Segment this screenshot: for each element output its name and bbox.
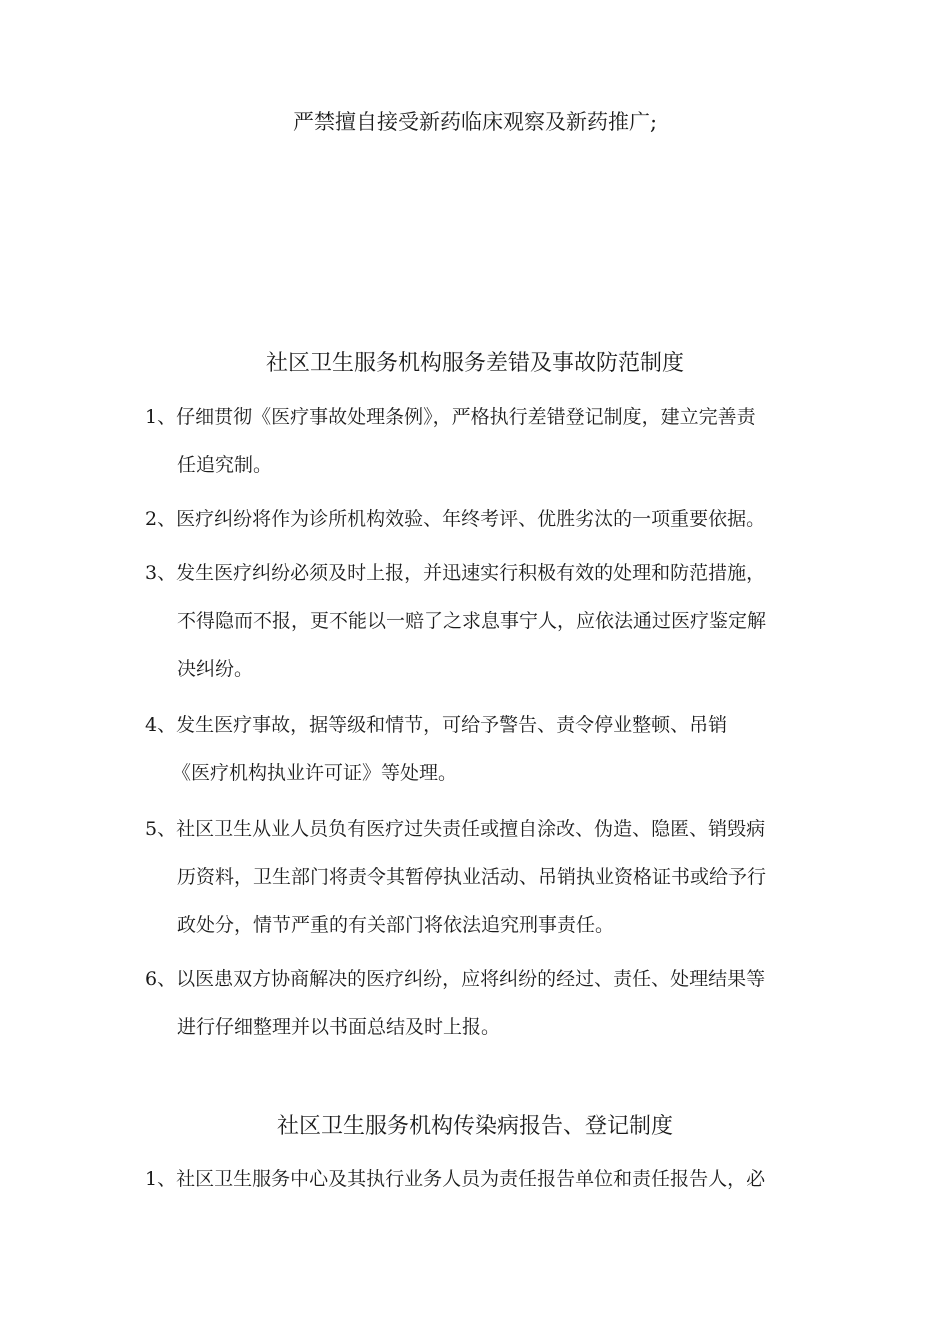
section-title: 社区卫生服务机构服务差错及事故防范制度 bbox=[265, 351, 684, 376]
list-item-5 bbox=[145, 817, 765, 841]
item-line: 历资料，卫生部门将责令其暂停执业活动、吊销执业资格证书或给予行 bbox=[177, 866, 767, 888]
list-item-2 bbox=[145, 507, 765, 531]
item-number: 2、 bbox=[145, 508, 177, 530]
item-line: 决纠纷。 bbox=[177, 658, 254, 680]
item-line: 进行仔细整理并以书面总结及时上报。 bbox=[177, 1016, 501, 1038]
item-line: 《医疗机构执业许可证》等处理。 bbox=[172, 762, 458, 784]
item-number: 1、 bbox=[145, 406, 177, 428]
list-item-1 bbox=[145, 1167, 765, 1191]
item-number: 3、 bbox=[145, 562, 177, 584]
item-line: 政处分，情节严重的有关部门将依法追究刑事责任。 bbox=[177, 914, 615, 936]
item-number: 1、 bbox=[145, 1168, 177, 1190]
item-number: 4、 bbox=[145, 714, 177, 736]
item-line: 不得隐而不报，更不能以一赔了之求息事宁人，应依法通过医疗鉴定解 bbox=[177, 610, 767, 632]
item-line: 社区卫生从业人员负有医疗过失责任或擅自涂改、伪造、隐匿、销毁病 bbox=[176, 818, 766, 840]
item-number: 5、 bbox=[145, 818, 177, 840]
item-line: 发生医疗纠纷必须及时上报，并迅速实行积极有效的处理和防范措施， bbox=[176, 562, 766, 584]
item-number: 6、 bbox=[145, 968, 177, 990]
item-line: 任追究制。 bbox=[177, 454, 273, 476]
intro-line: 严禁擅自接受新药临床观察及新药推广; bbox=[292, 110, 658, 134]
item-line: 社区卫生服务中心及其执行业务人员为责任报告单位和责任报告人，必 bbox=[176, 1168, 766, 1190]
item-line: 医疗纠纷将作为诊所机构效验、年终考评、优胜劣汰的一项重要依据。 bbox=[176, 508, 766, 530]
list-item-1 bbox=[145, 405, 817, 429]
item-line: 仔细贯彻《医疗事故处理条例》，严格执行差错登记制度，建立完善责 bbox=[176, 406, 756, 428]
list-item-4 bbox=[145, 713, 727, 737]
item-line: 以医患双方协商解决的医疗纠纷，应将纠纷的经过、责任、处理结果等 bbox=[176, 968, 766, 990]
list-item-3 bbox=[145, 561, 765, 585]
section-title: 社区卫生服务机构传染病报告、登记制度 bbox=[276, 1114, 673, 1139]
list-item-6 bbox=[145, 967, 765, 991]
item-line: 发生医疗事故，据等级和情节，可给予警告、责令停业整顿、吊销 bbox=[176, 714, 728, 736]
